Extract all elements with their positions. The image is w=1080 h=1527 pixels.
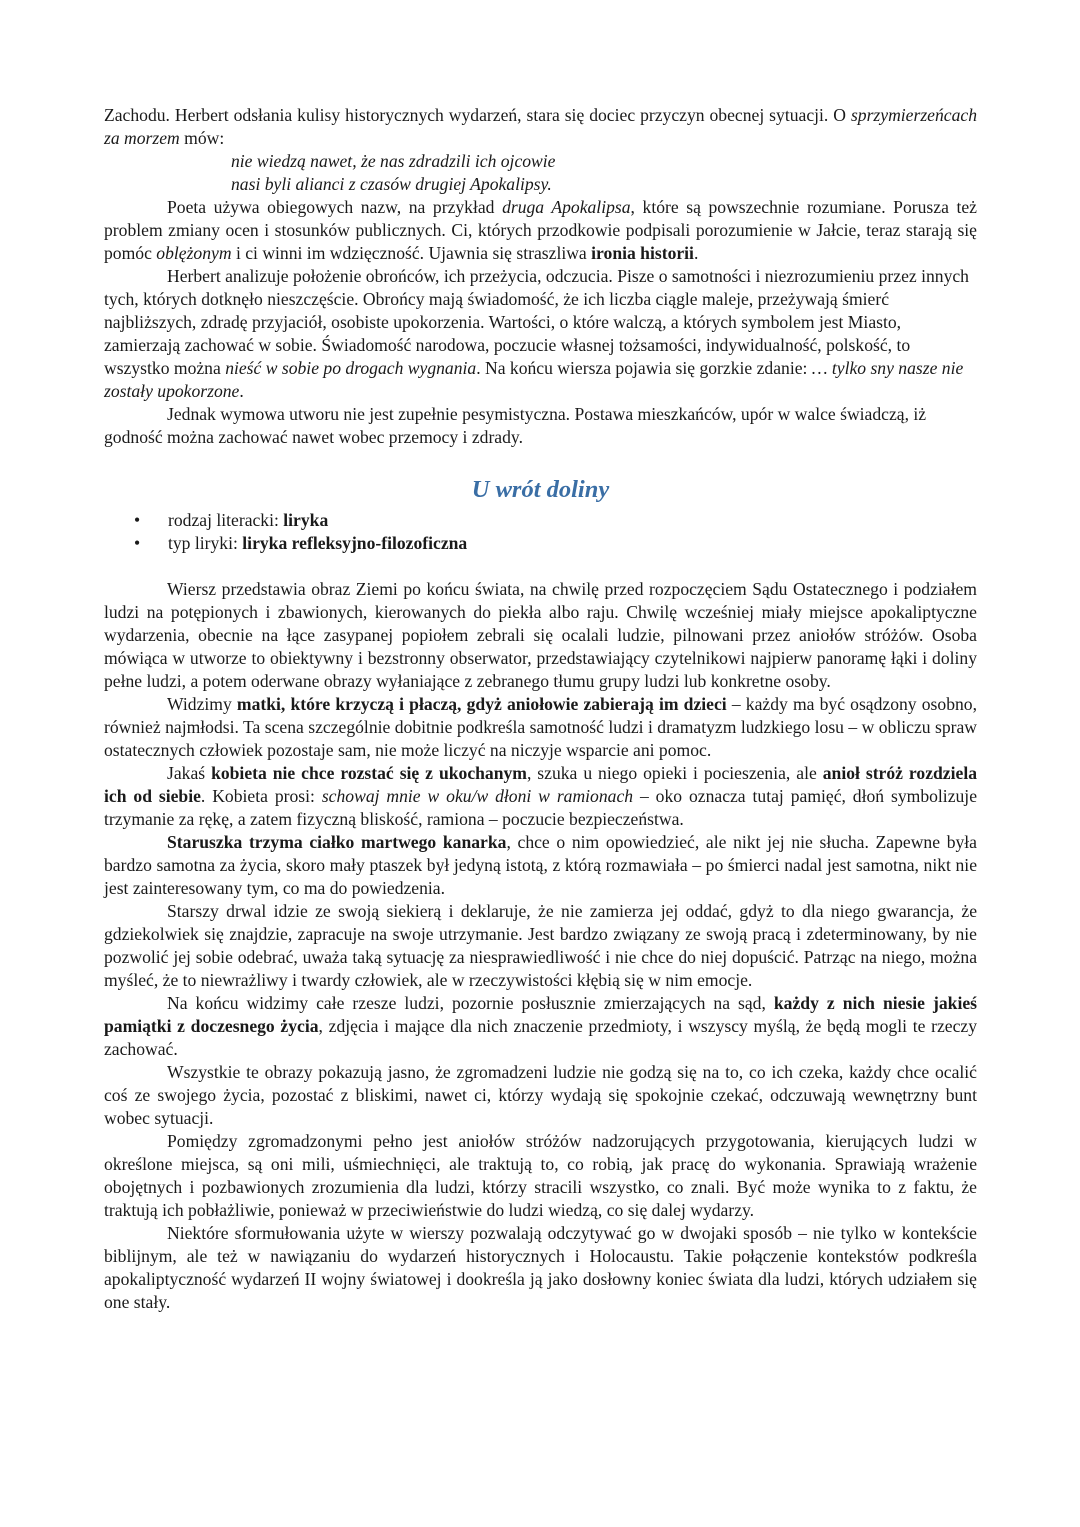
text-run: Starszy drwal idzie ze swoją siekierą i deklaruje, że nie zamierza jej oddać, gdyż to dla niego gwarancja, że gdziekolwiek się znajdzie, zapracuje na swoje utrzymanie. Jest bardzo związany ze swoją pracą i zdeterminowany, by nie pozwolić jej sobie odebrać, uważa taką sytuację za niesprawiedliwość i nie chce do niej dopuścić. Patrząc na niego, można myśleć, że to niewrażliwy i twardy człowiek, ale w rzeczywistości kłębią się w nim emocje. [104,901,977,990]
text-run: Widzimy [167,694,237,714]
text-run: – oko oznacza tutaj pamięć, dłoń symbolizuje trzymanie za rękę, a zatem fizyczną bliskość, ramiona – poczucie bezpieczeństwa. [104,786,978,829]
meta-value: liryka [283,510,329,530]
meta-item-type [104,532,977,555]
text-run: Poeta używa obiegowych nazw, na przykład [167,197,503,217]
text-run: Herbert analizuje położenie obrońców, ich przeżycia, odczucia. Pisze o samotności i niezrozumieniu przez innych tych, których dotknęło nieszczęście. Obrońcy mają świadomość, że ich liczba ciągle maleje, przeżywają śmierć najbliższych, zdradę przyjaciół, osobiste upokorzenia. Wartości, o które walczą, a których symbolem jest Miasto, zamierzają zachować w sobie. Świadomość narodowa, poczucie własnej tożsamości, indywidualność, polskość, to wszystko można [104,266,969,378]
text-run: Zachodu. Herbert odsłania kulisy historycznych wydarzeń, stara się dociec przyczyn obecnej sytuacji. O [104,105,851,125]
meta-label: rodzaj literacki: [168,510,284,530]
text-run: mów: [179,128,225,148]
text-run: Pomiędzy zgromadzonymi pełno jest aniołów stróżów nadzorujących przygotowania, kierujących ludzi w określone miejsca, są oni mili, uśmiechnięci, ale traktują to, co robią, jak pracę do wykonania. Sprawiają wrażenie obojętnych i pozbawionych zrozumienia dla ludzi, którzy stracili wszystko, co znali. Być może wynika to z faktu, że traktują ich pobłażliwie, ponieważ w przeciwieństwie do ludzi wiedzą, co się dalej wydarzy. [104,1131,977,1220]
text-run: , chce o nim opowiedzieć, ale nikt jej nie słucha. Zapewne była bardzo samotna za życia, skoro mały ptaszek był jedyną istotą, z którą rozmawiała – po śmierci nadal jest samotna, nikt nie jest zainteresowany tym, co ma do powiedzenia. [104,832,977,898]
italic-run: sprzymierzeńcach za morzem [104,105,977,148]
bold-run: kobieta nie chce rozstać się z ukochanym [211,763,527,783]
section-title: U wrót doliny [471,476,610,503]
bold-run: ironia historii [591,243,694,263]
intro-paragraph-2 [104,196,977,265]
text-run: – każdy ma być osądzony osobno, również najmłodsi. Ta scena szczególnie dobitnie podkreśla samotność ludzi i dramatyzm ludzkiego losu – w obliczu spraw ostatecznych człowiek pozostaje sam, nie może liczyć na niczyje wsparcie ani pomoc. [104,694,977,760]
text-run: Jednak wymowa utworu nie jest zupełnie pesymistyczna. Postawa mieszkańców, upór w walce świadczą, iż godność można zachować nawet wobec przemocy i zdrady. [104,404,927,447]
body-paragraph [104,1222,977,1314]
bold-run: Staruszka trzyma ciałko martwego kanarka [167,832,507,852]
body-paragraph [104,693,977,762]
text-run: i ci winni im wdzięczność. Ujawnia się straszliwa [231,243,592,263]
text-run: Wiersz przedstawia obraz Ziemi po końcu świata, na chwilę przed rozpoczęciem Sądu Ostatecznego i podziałem ludzi na potępionych i zbawionych, kierowanych do piekła albo raju. Chwilę wcześniej miały miejsce apokaliptyczne wydarzenia, obecnie na łące zasypanej popiołem zebrali się ocalali ludzie, pilnowani przez aniołów stróżów. Osoba mówiąca w utworze to obiektywny i bezstronny obserwator, przedstawiający czytelnikowi najpierw panoramę łąki i doliny pełne ludzi, a potem oderwane obrazy wyłaniające z zebranego tłumu grupy ludzi lub konkretne osoby. [104,579,977,691]
text-run: . [239,381,244,401]
bullet-icon: • [134,533,141,553]
body-paragraph [104,831,977,900]
bold-run: matki, które krzyczą i płaczą, gdyż aniołowie zabierają im dzieci [236,694,727,714]
spacer [104,555,977,578]
quote-line: nasi byli alianci z czasów drugiej Apokalipsy. [231,174,552,194]
bold-run: anioł stróż rozdziela ich od siebie [104,763,978,806]
italic-run: nieść w sobie po drogach wygnania [225,358,477,378]
text-run: . [693,243,699,263]
poem-quote [104,150,977,196]
text-run: Niektóre sformułowania użyte w wierszy pozwalają odczytywać go w dwojaki sposób – nie tylko w kontekście biblijnym, ale też w nawiązaniu do wydarzeń historycznych i Holocaustu. Takie połączenie kontekstów podkreśla apokaliptyczność wydarzeń II wojny światowej i dookreśla ją jako dosłowny koniec świata dla ludzi, których udziałem się one stały. [104,1223,977,1312]
body-paragraph [104,762,977,831]
section-body [104,578,977,1314]
text-run: . Na końcu wiersza pojawia się gorzkie zdanie: [476,358,812,378]
poem-meta-list [104,509,977,555]
text-run: , szuka u niego opieki i pocieszenia, ale [526,763,823,783]
body-paragraph [104,1061,977,1130]
body-paragraph [104,900,977,992]
text-run: Jakaś [167,763,212,783]
meta-item-genre [104,509,977,532]
body-paragraph [104,992,977,1061]
quote-line: nie wiedzą nawet, że nas zdradzili ich ojcowie [231,151,556,171]
italic-run: druga Apokalipsa [502,197,631,217]
italic-run: … tylko sny nasze nie zostały upokorzone [104,358,964,401]
meta-label: typ liryki: [168,533,243,553]
text-run: , które są powszechnie rozumiane. Porusza też problem zmiany ocen i stosunków publicznych. Ci, których przodkowie podpisali porozumienie w Jałcie, teraz starają się pomóc [104,197,977,263]
meta-value: liryka refleksyjno-filozoficzna [242,533,468,553]
intro-paragraph-4 [104,403,977,449]
body-paragraph [104,578,977,693]
bold-run: każdy z nich niesie jakieś pamiątki z doczesnego życia [104,993,977,1036]
italic-run: oblężonym [156,243,232,263]
document-page [104,104,977,1314]
bullet-icon: • [134,510,141,530]
text-run: , zdjęcia i mające dla nich znaczenie przedmioty, i wszyscy myślą, że będą mogli te rzeczy zachować. [104,1016,977,1059]
intro-paragraph-3 [104,265,977,403]
italic-run: schowaj mnie w oku/w dłoni w ramionach [321,786,634,806]
body-paragraph [104,1130,977,1222]
intro-paragraph-1 [104,104,977,150]
text-run: Wszystkie te obrazy pokazują jasno, że zgromadzeni ludzie nie godzą się na to, co ich czeka, każdy chce ocalić coś ze swojego życia, pozostać z bliskimi, nawet ci, którzy wydają się spokojnie czekać, odczuwają wewnętrzny bunt wobec sytuacji. [104,1062,977,1128]
text-run: Na końcu widzimy całe rzesze ludzi, pozornie posłusznie zmierzających na sąd, [167,993,774,1013]
text-run: . Kobieta prosi: [200,786,322,806]
